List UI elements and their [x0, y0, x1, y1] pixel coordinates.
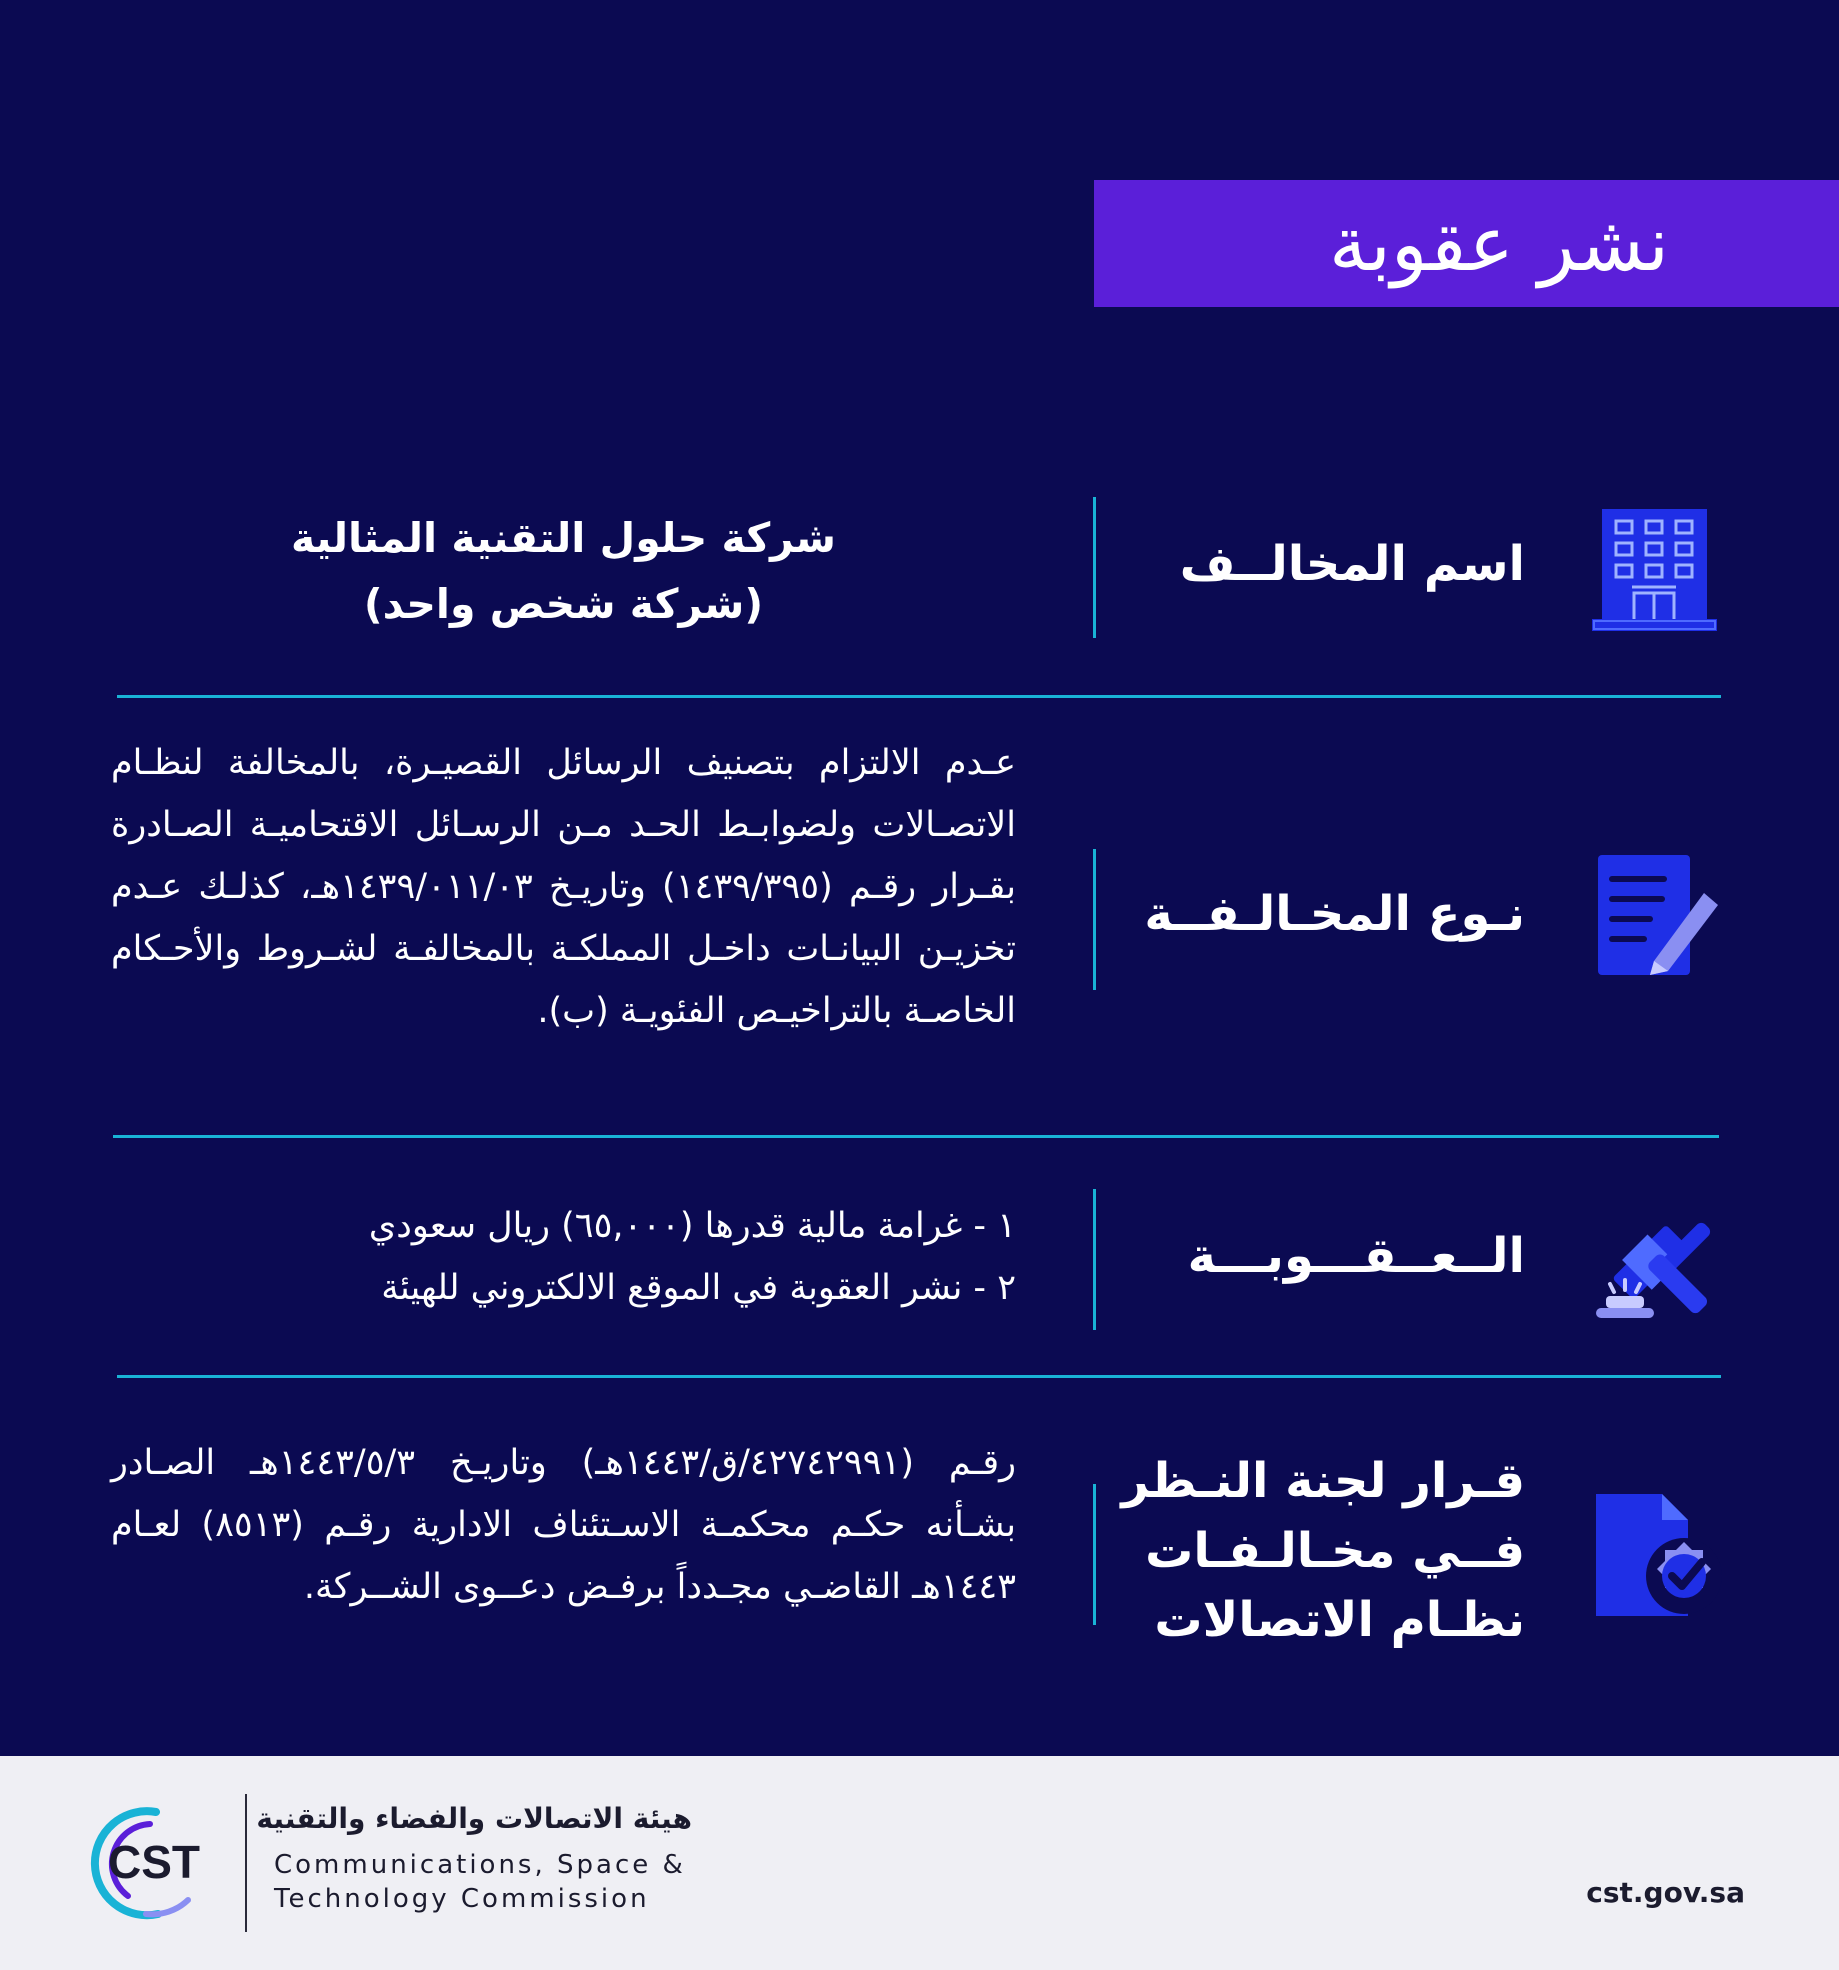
document-edit-icon: [1592, 853, 1722, 979]
building-icon: [1592, 505, 1722, 633]
label-line: نظـام الاتصالات: [1154, 1592, 1525, 1649]
cst-logo: [88, 1804, 223, 1926]
penalty-item: ٢ - نشر العقوبة في الموقع الالكتروني للهيئة: [381, 1268, 1016, 1308]
violator-name-value: [111, 505, 1016, 637]
org-name-english-line2: Technology Commission: [274, 1884, 650, 1914]
website-link[interactable]: cst.gov.sa: [1586, 1876, 1745, 1909]
violation-type-text: عـدم الالتزام بتصنيف الرسائل القصيـرة، بالمخالفة لنظـام الاتصـالات ولضوابـط الحـد مـن الرسـائل الاقتحاميـة الصـادرة بقـرار رقـم (١٤٣٩/٣٩٥) وتاريـخ ١٤٣٩/٠١١/٠٣هـ، كذلـك عـدم تخزيـن البيانـات داخـل المملكـة بالمخالفـة لشـروط والأحـكام الخاصـة بالتراخيـص الفئويـة (ب).: [111, 743, 1016, 1031]
label-penalty: الــعــقـــوبـــة: [1187, 1228, 1525, 1284]
penalty-item: ١ - غرامة مالية قدرها (٦٥,٠٠٠) ريال سعودي: [368, 1206, 1016, 1246]
org-name-arabic: هيئة الاتصالات والفضاء والتقنية: [256, 1802, 692, 1835]
penalty-list: [111, 1195, 1016, 1319]
label-committee-decision: [1121, 1447, 1525, 1656]
divider-horizontal: [113, 1135, 1719, 1138]
logo-text: CST: [108, 1836, 200, 1888]
divider-vertical: [1093, 1189, 1096, 1330]
label-line: فــي مخـالـفـات: [1145, 1522, 1525, 1579]
label-violator-name: اسم المخالــف: [1179, 536, 1525, 592]
footer-separator: [245, 1794, 247, 1932]
title-banner: [1094, 180, 1839, 307]
gavel-icon: [1592, 1196, 1722, 1324]
violator-name-line: (شركة شخص واحد): [363, 580, 764, 628]
violator-name-line: شركة حلول التقنية المثالية: [290, 514, 836, 562]
divider-horizontal: [117, 1375, 1721, 1378]
divider-vertical: [1093, 849, 1096, 990]
divider-vertical: [1093, 1484, 1096, 1625]
divider-vertical: [1093, 497, 1096, 638]
label-violation-type: نـوع المخـالـفــة: [1144, 886, 1525, 942]
label-line: قـرار لجنة النـظر: [1121, 1453, 1525, 1509]
penalty-list-container: [111, 1195, 1016, 1319]
committee-decision-text: رقـم (٤٢٧٤٢٩٩١/ق/١٤٤٣هـ) وتاريـخ ١٤٤٣/٥/٣هـ الصـادر بشـأنه حكـم محكمـة الاسـتئناف الادارية رقـم (٨٥١٣) لعـام ١٤٤٣هـ القاضـي مجـدداً برفـض دعــوى الشــركة.: [111, 1443, 1016, 1607]
document-check-icon: [1592, 1492, 1722, 1618]
divider-horizontal: [117, 695, 1721, 698]
org-name-english-line1: Communications, Space &: [274, 1850, 686, 1880]
page-title: نشر عقوبة: [1329, 199, 1669, 288]
footer: [0, 1756, 1839, 1970]
